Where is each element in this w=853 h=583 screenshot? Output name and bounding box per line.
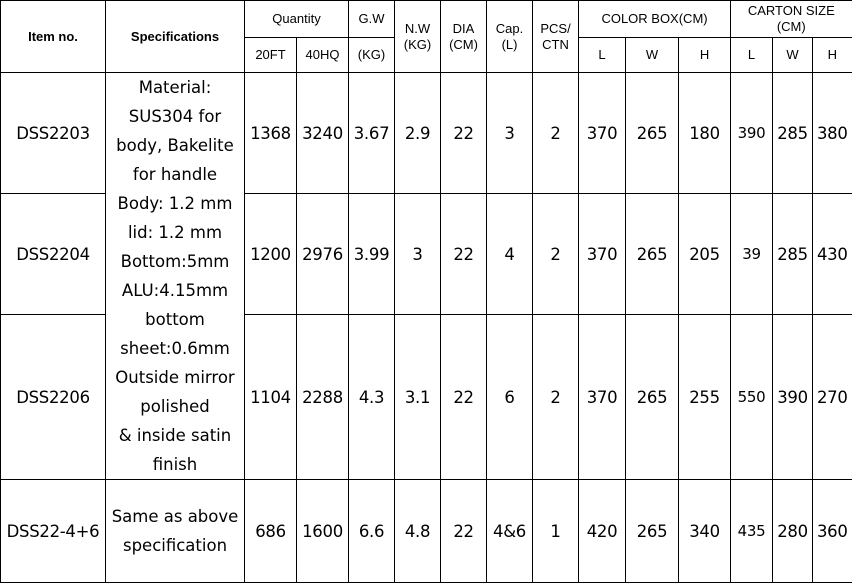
cell-cap: 6 bbox=[487, 315, 533, 480]
cell-carton-h: 270 bbox=[813, 315, 852, 480]
cell-gw: 3.67 bbox=[349, 73, 395, 194]
header-dia-unit: (CM) bbox=[449, 36, 478, 52]
cell-nw: 4.8 bbox=[395, 480, 441, 583]
spec-line: Body: 1.2 mm bbox=[117, 194, 233, 213]
header-nw bbox=[395, 1, 441, 73]
cell-carton-h: 380 bbox=[813, 73, 852, 194]
cell-dia: 22 bbox=[441, 73, 487, 194]
cell-gw: 6.6 bbox=[349, 480, 395, 583]
cell-carton-w: 285 bbox=[773, 194, 813, 315]
header-40hq: 40HQ bbox=[297, 38, 349, 73]
cell-carton-l: 550 bbox=[731, 315, 773, 480]
cell-specifications bbox=[106, 480, 245, 583]
header-carton-unit: (CM) bbox=[776, 19, 806, 34]
header-colorbox-w: W bbox=[626, 38, 679, 73]
header-gw-unit: (KG) bbox=[349, 38, 395, 73]
cell-carton-l: 390 bbox=[731, 73, 773, 194]
header-cap-label: Cap. bbox=[495, 20, 524, 36]
cell-q40: 2288 bbox=[297, 315, 349, 480]
cell-colorbox-l: 370 bbox=[579, 194, 626, 315]
header-nw-unit: (KG) bbox=[403, 36, 432, 52]
cell-q20: 686 bbox=[245, 480, 297, 583]
header-carton-size bbox=[731, 1, 852, 38]
spec-line: polished bbox=[140, 397, 210, 416]
cell-pcs: 2 bbox=[533, 194, 579, 315]
spec-line: Outside mirror bbox=[115, 368, 235, 387]
header-specifications: Specifications bbox=[106, 1, 245, 73]
cell-nw: 3.1 bbox=[395, 315, 441, 480]
cell-colorbox-w: 265 bbox=[626, 480, 679, 583]
table-row bbox=[1, 73, 852, 194]
spec-line: Bottom:5mm bbox=[120, 252, 230, 271]
spec-line: SUS304 for bbox=[128, 107, 222, 126]
header-colorbox-l: L bbox=[579, 38, 626, 73]
header-item-no: Item no. bbox=[1, 1, 106, 73]
header-pcs-unit: CTN bbox=[542, 36, 569, 52]
header-color-box: COLOR BOX(CM) bbox=[579, 1, 731, 38]
header-dia-label: DIA bbox=[452, 20, 475, 36]
cell-q40: 2976 bbox=[297, 194, 349, 315]
cell-carton-w: 280 bbox=[773, 480, 813, 583]
cell-dia: 22 bbox=[441, 315, 487, 480]
cell-cap: 4 bbox=[487, 194, 533, 315]
cell-item: DSS22-4+6 bbox=[1, 480, 106, 583]
cell-item: DSS2204 bbox=[1, 194, 106, 315]
spec-line: ALU:4.15mm bbox=[121, 281, 229, 300]
cell-carton-h: 430 bbox=[813, 194, 852, 315]
cell-q40: 3240 bbox=[297, 73, 349, 194]
header-cap bbox=[487, 1, 533, 73]
spec-line: finish bbox=[152, 455, 198, 474]
cell-pcs: 1 bbox=[533, 480, 579, 583]
cell-specifications bbox=[106, 73, 245, 480]
cell-colorbox-h: 180 bbox=[679, 73, 731, 194]
header-dia bbox=[441, 1, 487, 73]
cell-cap: 4&6 bbox=[487, 480, 533, 583]
cell-cap: 3 bbox=[487, 73, 533, 194]
cell-colorbox-l: 370 bbox=[579, 315, 626, 480]
cell-carton-w: 285 bbox=[773, 73, 813, 194]
header-carton-label: CARTON SIZE bbox=[747, 3, 835, 18]
header-quantity: Quantity bbox=[245, 1, 349, 38]
cell-carton-h: 360 bbox=[813, 480, 852, 583]
cell-colorbox-l: 420 bbox=[579, 480, 626, 583]
cell-gw: 3.99 bbox=[349, 194, 395, 315]
spec-line: specification bbox=[122, 536, 228, 555]
spec-line: bottom bbox=[145, 310, 205, 329]
cell-carton-l: 435 bbox=[731, 480, 773, 583]
header-carton-l: L bbox=[731, 38, 773, 73]
spec-line: Material: bbox=[138, 78, 212, 97]
spec-line: for handle bbox=[132, 165, 218, 184]
header-gw: G.W bbox=[349, 1, 395, 38]
spec-line: body, Bakelite bbox=[116, 136, 234, 155]
cell-q40: 1600 bbox=[297, 480, 349, 583]
cell-colorbox-h: 255 bbox=[679, 315, 731, 480]
cell-item: DSS2206 bbox=[1, 315, 106, 480]
cell-colorbox-w: 265 bbox=[626, 73, 679, 194]
cell-colorbox-l: 370 bbox=[579, 73, 626, 194]
table-row bbox=[1, 480, 852, 583]
spec-line: Same as above bbox=[111, 507, 239, 526]
cell-q20: 1104 bbox=[245, 315, 297, 480]
cell-colorbox-h: 340 bbox=[679, 480, 731, 583]
cell-colorbox-h: 205 bbox=[679, 194, 731, 315]
cell-pcs: 2 bbox=[533, 315, 579, 480]
cell-gw: 4.3 bbox=[349, 315, 395, 480]
header-carton-w: W bbox=[773, 38, 813, 73]
spec-line: lid: 1.2 mm bbox=[127, 223, 223, 242]
header-cap-unit: (L) bbox=[501, 36, 518, 52]
header-pcs-ctn bbox=[533, 1, 579, 73]
cell-nw: 2.9 bbox=[395, 73, 441, 194]
cell-carton-w: 390 bbox=[773, 315, 813, 480]
cell-q20: 1200 bbox=[245, 194, 297, 315]
cell-colorbox-w: 265 bbox=[626, 194, 679, 315]
cell-q20: 1368 bbox=[245, 73, 297, 194]
header-colorbox-h: H bbox=[679, 38, 731, 73]
spec-line: & inside satin bbox=[118, 426, 232, 445]
spec-line: sheet:0.6mm bbox=[120, 339, 230, 358]
cell-item: DSS2203 bbox=[1, 73, 106, 194]
cell-nw: 3 bbox=[395, 194, 441, 315]
header-20ft: 20FT bbox=[245, 38, 297, 73]
header-nw-label: N.W bbox=[404, 20, 431, 36]
cell-pcs: 2 bbox=[533, 73, 579, 194]
header-pcs-label: PCS/ bbox=[540, 20, 571, 36]
header-carton-h: H bbox=[813, 38, 852, 73]
cell-dia: 22 bbox=[441, 480, 487, 583]
cell-colorbox-w: 265 bbox=[626, 315, 679, 480]
cell-carton-l: 39 bbox=[731, 194, 773, 315]
cell-dia: 22 bbox=[441, 194, 487, 315]
